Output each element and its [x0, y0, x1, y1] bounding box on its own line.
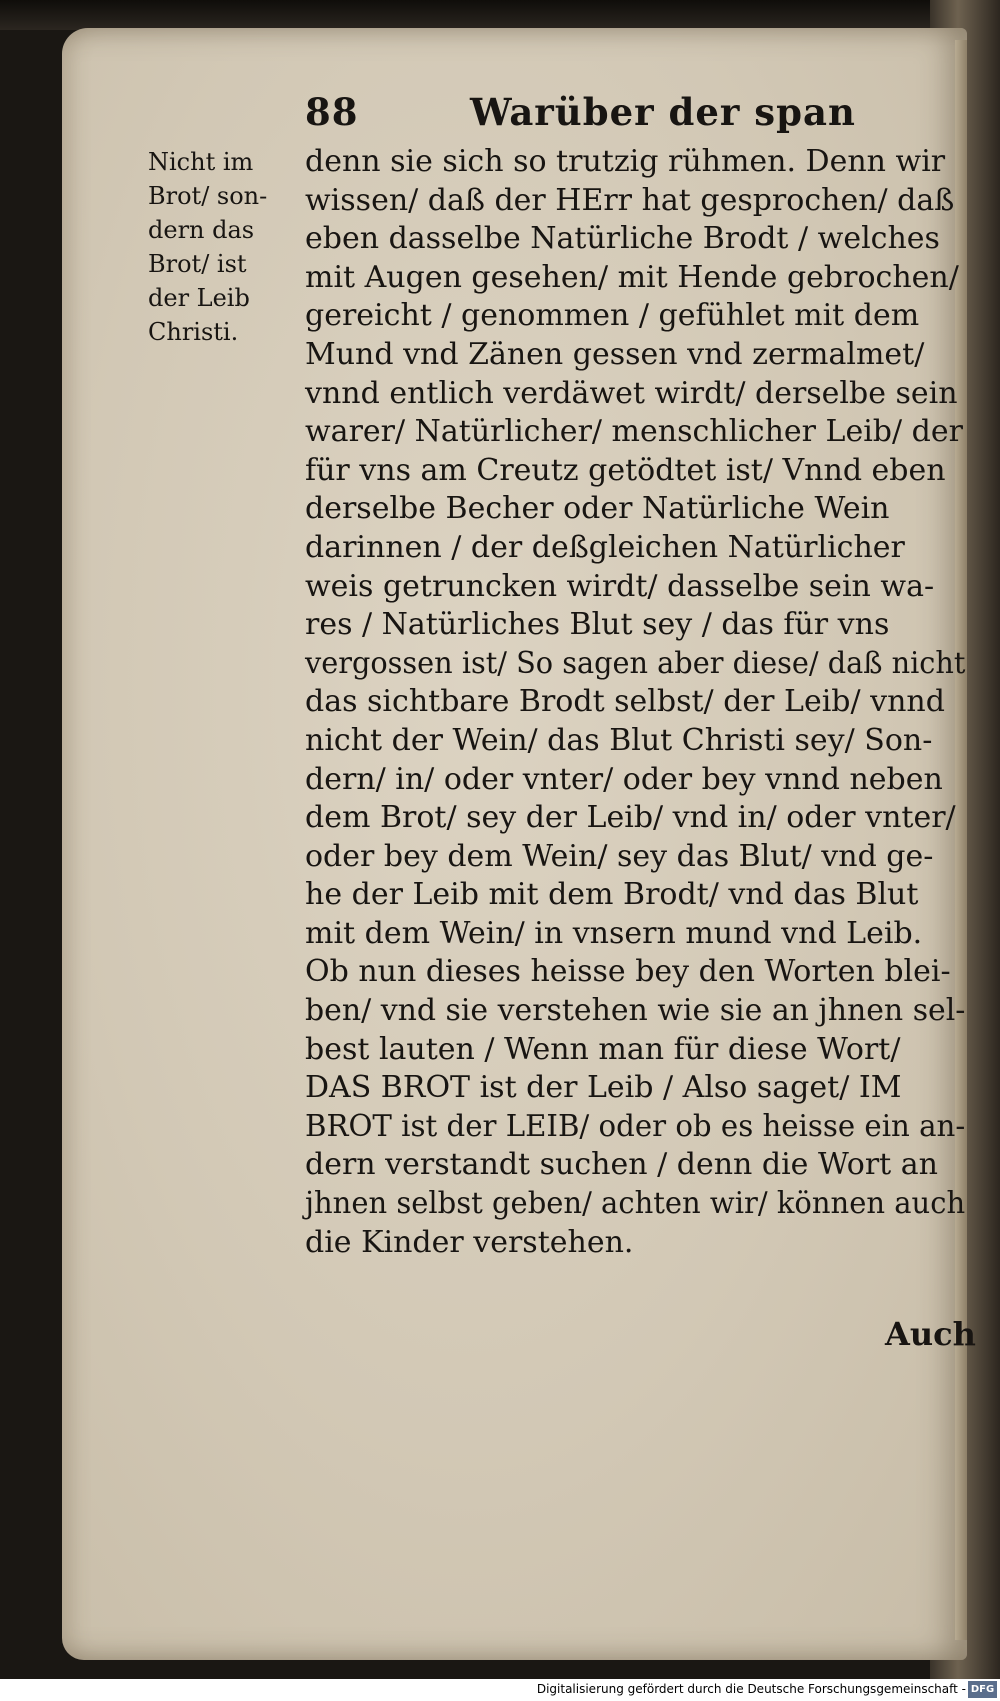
page-number: 88 — [305, 90, 359, 134]
marginal-note-line: der Leib — [148, 284, 250, 312]
text-line: vergossen ist/ So sagen aber diese/ daß nicht — [305, 645, 966, 681]
text-line: derselbe Becher oder Natürliche Wein — [305, 491, 890, 527]
book-binding-top — [0, 0, 1000, 30]
text-line: gereicht / genommen / gefühlet mit dem — [305, 298, 920, 334]
text-line: res / Natürliches Blut sey / das für vns — [305, 607, 890, 643]
text-line: BROT ist der LEIB/ oder ob es heisse ein an- — [305, 1108, 966, 1144]
text-line: Mund vnd Zänen gessen vnd zermalmet/ — [305, 336, 925, 372]
dfg-logo: DFG — [968, 1681, 997, 1698]
marginal-note-line: Brot/ ist — [148, 250, 247, 278]
text-line: dern/ in/ oder vnter/ oder bey vnnd neben — [305, 761, 943, 797]
text-line: wissen/ daß der HErr hat gesprochen/ daß — [305, 182, 955, 218]
text-line: vnnd entlich verdäwet wirdt/ derselbe sein — [305, 375, 958, 411]
body-text — [305, 143, 965, 1262]
running-head-title: Warüber der span — [470, 90, 856, 134]
text-line: darinnen / der deßgleichen Natürlicher — [305, 529, 905, 565]
text-line: ben/ vnd sie verstehen wie sie an jhnen sel- — [305, 993, 966, 1029]
marginal-note-line: dern das — [148, 216, 255, 244]
text-line: best lauten / Wenn man für diese Wort/ — [305, 1031, 901, 1067]
text-line: mit Augen gesehen/ mit Hende gebrochen/ — [305, 259, 959, 295]
text-line: warer/ Natürlicher/ menschlicher Leib/ der — [305, 414, 963, 450]
marginal-note — [148, 145, 288, 349]
marginal-note-line: Christi. — [148, 318, 239, 346]
text-line: denn sie sich so trutzig rühmen. Denn wir — [305, 144, 946, 179]
text-line: nicht der Wein/ das Blut Christi sey/ Son- — [305, 722, 933, 758]
text-line: dern verstandt suchen / denn die Wort an — [305, 1147, 938, 1183]
catchword: Auch — [885, 1315, 976, 1353]
text-line: für vns am Creutz getödtet ist/ Vnnd eben — [305, 452, 946, 488]
text-line: die Kinder verstehen. — [305, 1224, 634, 1260]
marginal-note-line: Brot/ son- — [148, 182, 268, 210]
marginal-note-line: Nicht im — [148, 148, 254, 176]
text-line: mit dem Wein/ in vnsern mund vnd Leib. — [305, 915, 923, 951]
text-line: eben dasselbe Natürliche Brodt / welches — [305, 221, 940, 257]
running-head — [305, 90, 856, 142]
text-line: he der Leib mit dem Brodt/ vnd das Blut — [305, 877, 919, 913]
text-line: DAS BROT ist der Leib / Also saget/ IM — [305, 1070, 902, 1106]
text-line: dem Brot/ sey der Leib/ vnd in/ oder vnter/ — [305, 800, 956, 836]
digitization-footer — [0, 1679, 1000, 1701]
text-line: jhnen selbst geben/ achten wir/ können auch — [305, 1186, 966, 1222]
text-line: oder bey dem Wein/ sey das Blut/ vnd ge- — [305, 838, 934, 874]
footer-credit: Digitalisierung gefördert durch die Deutsche Forschungsgemeinschaft - — [536, 1682, 966, 1696]
text-line: weis getruncken wirdt/ dasselbe sein wa- — [305, 568, 935, 604]
text-line: das sichtbare Brodt selbst/ der Leib/ vnnd — [305, 684, 945, 720]
text-line: Ob nun dieses heisse bey den Worten blei- — [305, 954, 951, 990]
